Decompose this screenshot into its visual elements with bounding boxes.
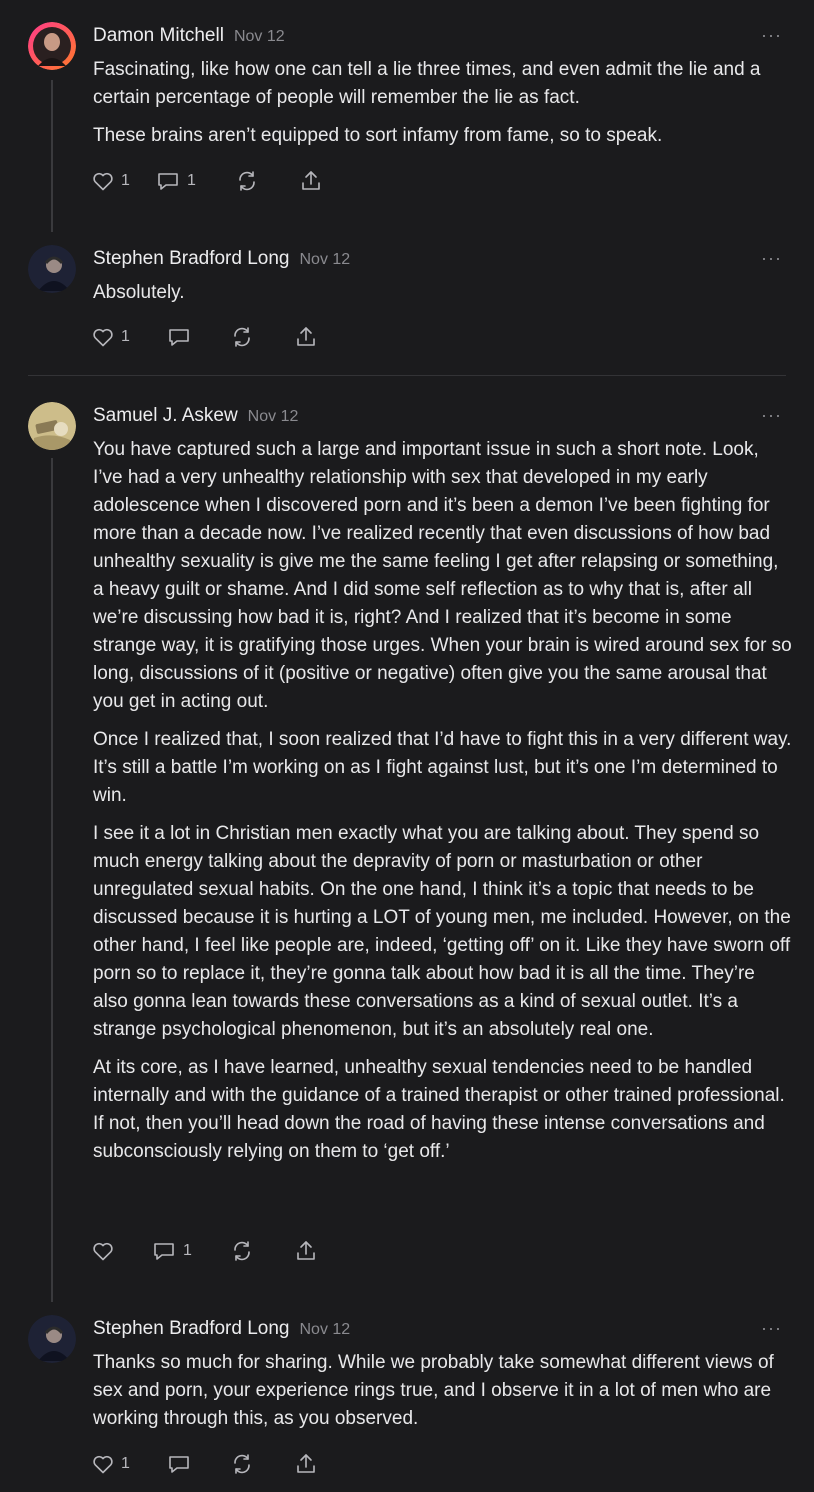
share-icon xyxy=(299,169,323,193)
more-options-icon[interactable]: ··· xyxy=(761,248,782,268)
comment-paragraph: You have captured such a large and important issue in such a short note. Look, I’ve had a very unhealthy relationship with sex that developed in my early adolescence when I discovered porn and it’s been a demon I’ve been fighting for more than a decade now. I’ve realized recently that even discussions of how bad unhealthy sexuality is give me the same feeling I get after relapsing or something, a heavy guilt or shame. And I did some self reflection as to why that is, after all we’re discussing how bad it is, right? And I realized that it’s become in some strange way, it is gratifying those urges. When your brain is wired around sex for so long, discussions of it (positive or negative) often give you the same arousal that you get in acting out. xyxy=(93,439,792,712)
author-name[interactable] xyxy=(93,248,350,270)
comment-actions xyxy=(91,323,334,351)
like-count: 1 xyxy=(121,328,130,345)
comment-actions xyxy=(91,167,339,195)
author-name-text[interactable]: Damon Mitchell xyxy=(93,25,224,46)
comment-paragraph: Fascinating, like how one can tell a lie three times, and even admit the lie and a certain percentage of people will remember the lie as fact. xyxy=(93,59,761,108)
avatar[interactable] xyxy=(28,245,76,293)
author-name[interactable] xyxy=(93,1318,350,1340)
avatar[interactable] xyxy=(28,1315,76,1363)
comment-icon xyxy=(166,325,192,349)
restack-button[interactable] xyxy=(230,1452,294,1476)
share-icon xyxy=(294,1452,318,1476)
share-button[interactable] xyxy=(294,325,334,349)
like-count: 1 xyxy=(121,1455,130,1472)
more-options-icon[interactable]: ··· xyxy=(761,405,782,425)
comment-date: Nov 12 xyxy=(299,251,351,268)
comment-paragraph: These brains aren’t equipped to sort infamy from fame, so to speak. xyxy=(93,125,663,146)
like-button[interactable] xyxy=(91,1239,151,1263)
restack-icon xyxy=(230,1452,254,1476)
comment-paragraph: I see it a lot in Christian men exactly what you are talking about. They spend so much energy talking about the depravity of porn or masturbation or other unregulated sexual habits. On the one hand, I think it’s a topic that needs to be discussed because it is hurting a LOT of young men, me included. However, on the other hand, I feel like people are, indeed, ‘getting off’ on it. Like they have sworn off porn so to replace it, they’re gonna talk about how bad it is all the time. They’re also gonna lean towards these conversations as a kind of sexual outlet. It’s a strange psychological phenomenon, but it’s an absolutely real one. xyxy=(93,823,791,1040)
like-button[interactable] xyxy=(91,169,155,193)
comment-icon xyxy=(155,169,181,193)
restack-button[interactable] xyxy=(235,169,299,193)
author-name-text[interactable]: Stephen Bradford Long xyxy=(93,248,290,269)
restack-button[interactable] xyxy=(230,1239,294,1263)
share-button[interactable] xyxy=(294,1452,334,1476)
heart-icon xyxy=(91,1239,115,1263)
comment-body xyxy=(93,1349,793,1443)
reply-count: 1 xyxy=(183,1242,192,1259)
author-name[interactable] xyxy=(93,25,285,47)
comment-body xyxy=(93,279,793,317)
comment-paragraph: Absolutely. xyxy=(93,282,185,303)
heart-icon xyxy=(91,1452,115,1476)
share-button[interactable] xyxy=(299,169,339,193)
comment-paragraph: At its core, as I have learned, unhealthy sexual tendencies need to be handled internally and with the guidance of a trained therapist or other trained professional. If not, then you’ll head down the road of having these intense conversations and subconsciously relying on them to ‘get off.’ xyxy=(93,1057,785,1162)
comment-paragraph: Once I realized that, I soon realized that I’d have to fight this in a very different way. It’s still a battle I’m working on as I fight against lust, but it’s one I’m determined to win. xyxy=(93,729,792,806)
author-name[interactable] xyxy=(93,405,298,427)
comment-date: Nov 12 xyxy=(299,1321,351,1338)
more-options-icon[interactable]: ··· xyxy=(761,1318,782,1338)
like-count: 1 xyxy=(121,172,130,189)
restack-icon xyxy=(230,1239,254,1263)
avatar[interactable] xyxy=(28,22,76,70)
comment-paragraph: Thanks so much for sharing. While we probably take somewhat different views of sex and porn, your experience rings true, and I observe it in a lot of men who are working through this, as you observed. xyxy=(93,1352,774,1429)
heart-icon xyxy=(91,325,115,349)
author-name-text[interactable]: Samuel J. Askew xyxy=(93,405,238,426)
reply-button[interactable] xyxy=(151,1239,230,1263)
like-button[interactable] xyxy=(91,1452,166,1476)
share-icon xyxy=(294,325,318,349)
reply-button[interactable] xyxy=(166,325,230,349)
thread-line xyxy=(51,458,53,1302)
comment-body xyxy=(93,436,793,1176)
thread-divider xyxy=(28,375,786,376)
restack-button[interactable] xyxy=(230,325,294,349)
comment-icon xyxy=(151,1239,177,1263)
reply-count: 1 xyxy=(187,172,196,189)
comment-date: Nov 12 xyxy=(233,28,285,45)
reply-button[interactable] xyxy=(155,169,235,193)
restack-icon xyxy=(230,325,254,349)
comment-date: Nov 12 xyxy=(247,408,299,425)
comment-body xyxy=(93,56,793,160)
restack-icon xyxy=(235,169,259,193)
like-button[interactable] xyxy=(91,325,166,349)
share-icon xyxy=(294,1239,318,1263)
author-name-text[interactable]: Stephen Bradford Long xyxy=(93,1318,290,1339)
thread-line xyxy=(51,80,53,232)
more-options-icon[interactable]: ··· xyxy=(761,25,782,45)
comment-icon xyxy=(166,1452,192,1476)
comment-actions xyxy=(91,1450,334,1478)
avatar[interactable] xyxy=(28,402,76,450)
comment-actions xyxy=(91,1237,334,1265)
share-button[interactable] xyxy=(294,1239,334,1263)
heart-icon xyxy=(91,169,115,193)
reply-button[interactable] xyxy=(166,1452,230,1476)
